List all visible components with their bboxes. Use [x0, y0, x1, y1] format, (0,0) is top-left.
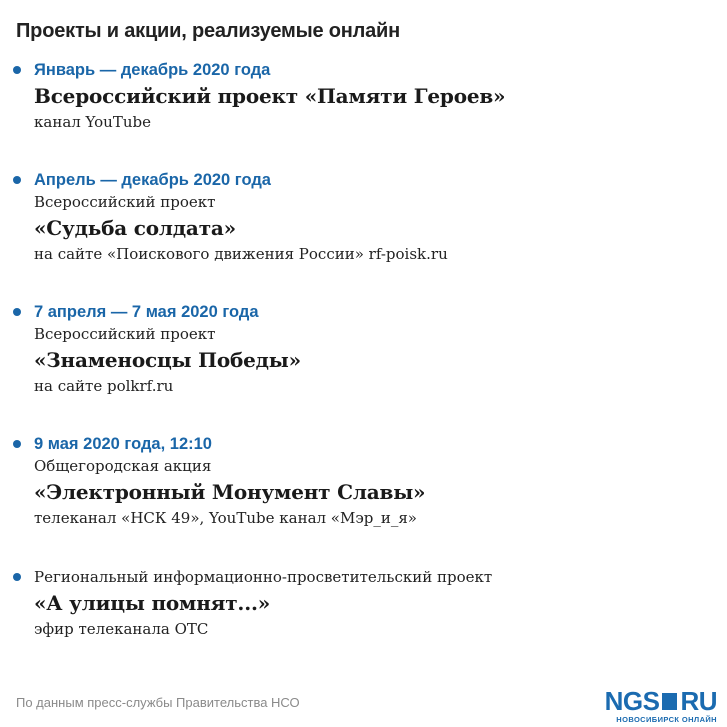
- project-channel: эфир телеканала ОТС: [34, 620, 209, 638]
- bullet-icon: [13, 573, 21, 581]
- project-channel: канал YouTube: [34, 113, 151, 131]
- project-kind: Всероссийский проект: [34, 325, 216, 343]
- project-name: «А улицы помнят...»: [34, 591, 271, 615]
- logo-ngs-text: NGS: [604, 686, 660, 716]
- bullet-icon: [13, 176, 21, 184]
- bullet-icon: [13, 66, 21, 74]
- project-item: [34, 433, 707, 529]
- project-item: [34, 59, 707, 133]
- project-name: «Электронный Монумент Славы»: [34, 480, 426, 504]
- project-date: Январь — декабрь 2020 года: [34, 61, 271, 79]
- project-name: Всероссийский проект «Памяти Героев»: [34, 84, 506, 108]
- bullet-icon: [13, 440, 21, 448]
- logo-square-icon: [662, 693, 677, 710]
- logo-ru-text: RU: [680, 686, 717, 716]
- project-item: [34, 566, 707, 640]
- project-channel: на сайте «Поискового движения России» rf-poisk.ru: [34, 245, 448, 263]
- project-date: 9 мая 2020 года, 12:10: [34, 435, 212, 453]
- footer-source: По данным пресс-службы Правительства НСО: [16, 695, 300, 710]
- project-channel: на сайте polkrf.ru: [34, 377, 174, 395]
- project-channel: телеканал «НСК 49», YouTube канал «Мэр_и_я»: [34, 509, 417, 527]
- logo-subtitle: НОВОСИБИРСК ОНЛАЙН: [616, 715, 717, 724]
- project-kind: Всероссийский проект: [34, 193, 216, 211]
- project-item: [34, 169, 707, 265]
- project-date: 7 апреля — 7 мая 2020 года: [34, 303, 259, 321]
- page-title: Проекты и акции, реализуемые онлайн: [16, 20, 401, 42]
- project-item: [34, 301, 707, 397]
- ngs-logo: [605, 688, 717, 725]
- bullet-icon: [13, 308, 21, 316]
- project-kind: Общегородская акция: [34, 457, 212, 475]
- project-kind: Региональный информационно-просветительский проект: [34, 568, 493, 586]
- project-date: Апрель — декабрь 2020 года: [34, 171, 271, 189]
- project-name: «Знаменосцы Победы»: [34, 348, 301, 372]
- project-name: «Судьба солдата»: [34, 216, 236, 240]
